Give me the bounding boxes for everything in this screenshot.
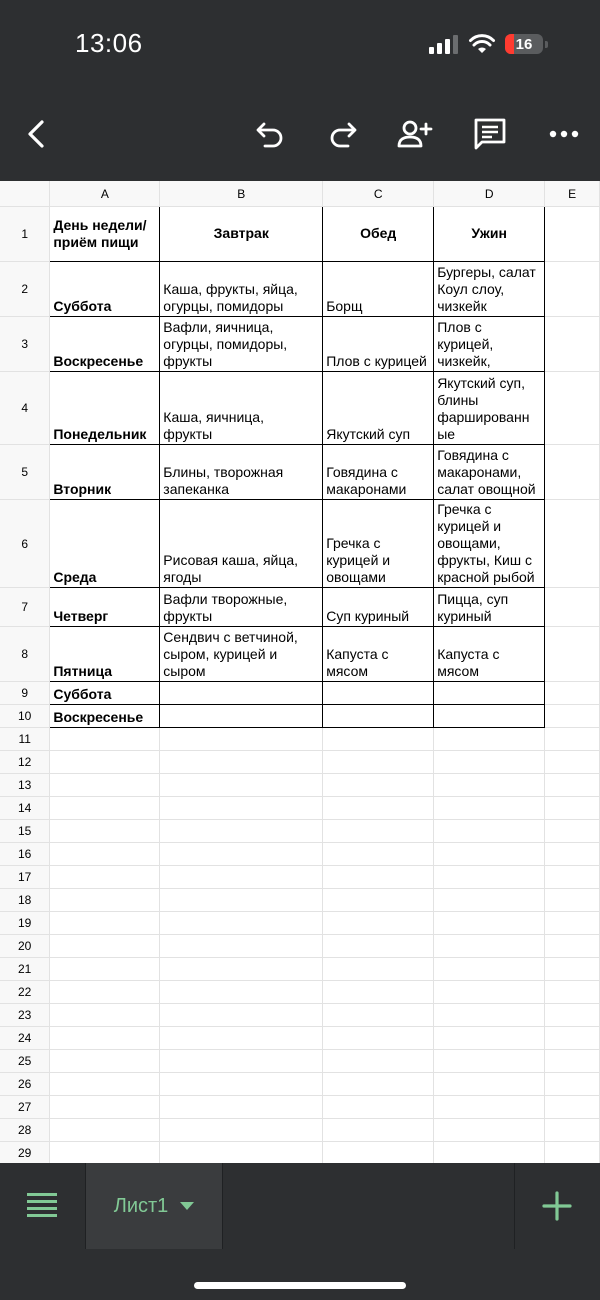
table-row <box>0 889 600 912</box>
cell-d[interactable] <box>434 682 545 705</box>
battery-indicator <box>505 34 543 54</box>
select-all-corner[interactable] <box>0 181 50 207</box>
cell-a[interactable]: День недели/ приём пищи <box>50 207 160 262</box>
row-header[interactable]: 10 <box>0 705 50 728</box>
empty-cell[interactable] <box>323 866 434 889</box>
empty-cell[interactable] <box>545 797 600 820</box>
cell-d[interactable]: Ужин <box>434 207 545 262</box>
cell-e[interactable] <box>545 588 600 627</box>
empty-cell[interactable] <box>323 981 434 1004</box>
row-header[interactable]: 26 <box>0 1073 50 1096</box>
sheets-list-icon <box>26 1191 58 1219</box>
cell-d[interactable]: Гречка с курицей и овощами, фрукты, Киш с красной рыбой <box>434 500 545 588</box>
empty-cell[interactable] <box>545 889 600 912</box>
empty-cell[interactable] <box>160 843 323 866</box>
row-header[interactable]: 8 <box>0 627 50 682</box>
empty-cell[interactable] <box>50 889 160 912</box>
row-header[interactable]: 9 <box>0 682 50 705</box>
table-row <box>0 372 600 445</box>
empty-cell[interactable] <box>50 912 160 935</box>
cell-b[interactable]: Сендвич с ветчиной, сыром, курицей и сыром <box>160 627 323 682</box>
empty-cell[interactable] <box>323 1142 434 1165</box>
empty-cell[interactable] <box>160 1142 323 1165</box>
empty-cell[interactable] <box>545 981 600 1004</box>
cell-e[interactable] <box>545 705 600 728</box>
cell-c[interactable]: Суп куриный <box>323 588 434 627</box>
cell-a[interactable]: Суббота <box>50 262 160 317</box>
cell-c[interactable]: Плов с курицей <box>323 317 434 372</box>
cell-b[interactable]: Каша, фрукты, яйца, огурцы, помидоры <box>160 262 323 317</box>
column-header-row <box>0 181 600 207</box>
table-row <box>0 262 600 317</box>
empty-cell[interactable] <box>50 1004 160 1027</box>
empty-cell[interactable] <box>50 935 160 958</box>
empty-cell[interactable] <box>545 866 600 889</box>
empty-cell[interactable] <box>323 820 434 843</box>
empty-cell[interactable] <box>545 843 600 866</box>
cell-d[interactable] <box>434 705 545 728</box>
empty-cell[interactable] <box>50 728 160 751</box>
empty-cell[interactable] <box>434 889 545 912</box>
empty-cell[interactable] <box>50 843 160 866</box>
cell-b[interactable]: Блины, творожная запеканка <box>160 445 323 500</box>
row-header[interactable]: 4 <box>0 372 50 445</box>
sheet-table <box>0 181 600 1188</box>
empty-cell[interactable] <box>434 1027 545 1050</box>
empty-cell[interactable] <box>545 820 600 843</box>
redo-icon <box>328 120 358 148</box>
row-header[interactable]: 13 <box>0 774 50 797</box>
cell-c[interactable]: Борщ <box>323 262 434 317</box>
table-row <box>0 981 600 1004</box>
cell-c[interactable]: Капуста с мясом <box>323 627 434 682</box>
empty-cell[interactable] <box>160 1073 323 1096</box>
empty-cell[interactable] <box>50 820 160 843</box>
table-row <box>0 1119 600 1142</box>
empty-cell[interactable] <box>50 774 160 797</box>
cell-d[interactable]: Капуста с мясом <box>434 627 545 682</box>
empty-cell[interactable] <box>434 797 545 820</box>
cell-c[interactable]: Говядина с макаронами <box>323 445 434 500</box>
empty-cell[interactable] <box>50 1142 160 1165</box>
empty-cell[interactable] <box>434 1142 545 1165</box>
cell-a[interactable]: Пятница <box>50 627 160 682</box>
row-header[interactable]: 25 <box>0 1050 50 1073</box>
cell-c[interactable] <box>323 682 434 705</box>
row-header[interactable]: 18 <box>0 889 50 912</box>
undo-icon <box>255 120 285 148</box>
row-header[interactable]: 6 <box>0 500 50 588</box>
empty-cell[interactable] <box>50 866 160 889</box>
cell-e[interactable] <box>545 445 600 500</box>
cell-e[interactable] <box>545 682 600 705</box>
table-row <box>0 843 600 866</box>
column-header-a[interactable]: A <box>50 181 160 207</box>
cell-e[interactable] <box>545 262 600 317</box>
row-header[interactable]: 16 <box>0 843 50 866</box>
undo-button[interactable] <box>252 116 288 152</box>
empty-cell[interactable] <box>323 935 434 958</box>
status-time: 13:06 <box>75 28 143 58</box>
empty-cell[interactable] <box>50 958 160 981</box>
empty-cell[interactable] <box>434 843 545 866</box>
empty-cell[interactable] <box>160 797 323 820</box>
empty-cell[interactable] <box>545 774 600 797</box>
empty-cell[interactable] <box>160 935 323 958</box>
empty-cell[interactable] <box>160 866 323 889</box>
cell-a[interactable]: Вторник <box>50 445 160 500</box>
table-row <box>0 1096 600 1119</box>
row-header[interactable]: 11 <box>0 728 50 751</box>
empty-cell[interactable] <box>323 728 434 751</box>
sheets-menu-button[interactable] <box>26 1191 58 1224</box>
empty-cell[interactable] <box>545 1073 600 1096</box>
row-header[interactable]: 5 <box>0 445 50 500</box>
empty-cell[interactable] <box>160 751 323 774</box>
table-row <box>0 935 600 958</box>
empty-cell[interactable] <box>434 866 545 889</box>
cell-b[interactable]: Вафли, яичница, огурцы, помидоры, фрукты <box>160 317 323 372</box>
row-header[interactable]: 7 <box>0 588 50 627</box>
table-row <box>0 958 600 981</box>
empty-cell[interactable] <box>545 1027 600 1050</box>
sheet-tab-active[interactable] <box>86 1163 222 1249</box>
empty-cell[interactable] <box>323 1027 434 1050</box>
empty-cell[interactable] <box>434 1073 545 1096</box>
empty-cell[interactable] <box>50 1027 160 1050</box>
cell-d[interactable]: Якутский суп, блины фаршированн ые <box>434 372 545 445</box>
table-row <box>0 797 600 820</box>
row-header[interactable]: 22 <box>0 981 50 1004</box>
cell-d[interactable]: Плов с курицей, чизкейк, <box>434 317 545 372</box>
empty-cell[interactable] <box>323 751 434 774</box>
empty-cell[interactable] <box>160 1119 323 1142</box>
row-header[interactable]: 15 <box>0 820 50 843</box>
column-header-e[interactable]: E <box>545 181 600 207</box>
wifi-icon <box>469 34 495 54</box>
cell-a[interactable]: Четверг <box>50 588 160 627</box>
empty-cell[interactable] <box>545 1050 600 1073</box>
cell-b[interactable]: Каша, яичница, фрукты <box>160 372 323 445</box>
row-header[interactable]: 2 <box>0 262 50 317</box>
add-sheet-button[interactable] <box>542 1191 572 1226</box>
cell-c[interactable]: Гречка с курицей и овощами <box>323 500 434 588</box>
empty-cell[interactable] <box>50 1096 160 1119</box>
bottom-bar <box>0 1163 600 1300</box>
table-row <box>0 728 600 751</box>
empty-cell[interactable] <box>545 751 600 774</box>
status-icons <box>429 34 548 54</box>
more-button[interactable] <box>546 116 582 152</box>
cell-e[interactable] <box>545 500 600 588</box>
cell-b[interactable]: Вафли творожные, фрукты <box>160 588 323 627</box>
cell-e[interactable] <box>545 317 600 372</box>
empty-cell[interactable] <box>50 797 160 820</box>
battery-level: 16 <box>515 35 533 53</box>
cell-a[interactable]: Среда <box>50 500 160 588</box>
empty-cell[interactable] <box>545 935 600 958</box>
empty-cell[interactable] <box>160 1004 323 1027</box>
cell-d[interactable]: Говядина с макаронами, салат овощной <box>434 445 545 500</box>
row-header[interactable]: 21 <box>0 958 50 981</box>
cell-b[interactable]: Рисовая каша, яйца, ягоды <box>160 500 323 588</box>
empty-cell[interactable] <box>545 958 600 981</box>
cell-e[interactable] <box>545 627 600 682</box>
row-header[interactable]: 19 <box>0 912 50 935</box>
empty-cell[interactable] <box>160 728 323 751</box>
cell-c[interactable]: Якутский суп <box>323 372 434 445</box>
cell-a[interactable]: Воскресенье <box>50 705 160 728</box>
empty-cell[interactable] <box>50 981 160 1004</box>
empty-cell[interactable] <box>323 797 434 820</box>
cell-b[interactable]: Завтрак <box>160 207 323 262</box>
empty-cell[interactable] <box>545 1004 600 1027</box>
empty-cell[interactable] <box>434 1096 545 1119</box>
empty-cell[interactable] <box>545 1142 600 1165</box>
empty-cell[interactable] <box>160 774 323 797</box>
cell-d[interactable]: Бургеры, салат Коул слоу, чизкейк <box>434 262 545 317</box>
empty-cell[interactable] <box>160 889 323 912</box>
cell-c[interactable] <box>323 705 434 728</box>
empty-cell[interactable] <box>160 981 323 1004</box>
table-row <box>0 820 600 843</box>
empty-cell[interactable] <box>323 958 434 981</box>
empty-cell[interactable] <box>323 1096 434 1119</box>
cell-c[interactable]: Обед <box>323 207 434 262</box>
empty-cell[interactable] <box>50 1050 160 1073</box>
back-button[interactable] <box>18 116 54 152</box>
empty-cell[interactable] <box>434 912 545 935</box>
empty-cell[interactable] <box>434 1050 545 1073</box>
empty-cell[interactable] <box>545 1119 600 1142</box>
empty-cell[interactable] <box>434 958 545 981</box>
table-row <box>0 1142 600 1165</box>
table-row <box>0 1027 600 1050</box>
row-header[interactable]: 14 <box>0 797 50 820</box>
cell-e[interactable] <box>545 207 600 262</box>
cell-a[interactable]: Суббота <box>50 682 160 705</box>
row-header[interactable]: 27 <box>0 1096 50 1119</box>
table-row <box>0 866 600 889</box>
empty-cell[interactable] <box>323 889 434 912</box>
row-header[interactable]: 29 <box>0 1142 50 1165</box>
plus-icon <box>542 1191 572 1221</box>
empty-cell[interactable] <box>434 1004 545 1027</box>
redo-button[interactable] <box>325 116 361 152</box>
comment-icon <box>474 118 506 150</box>
table-row <box>0 912 600 935</box>
empty-cell[interactable] <box>434 820 545 843</box>
empty-cell[interactable] <box>323 1050 434 1073</box>
row-header[interactable]: 23 <box>0 1004 50 1027</box>
cell-e[interactable] <box>545 372 600 445</box>
row-header[interactable]: 28 <box>0 1119 50 1142</box>
row-header[interactable]: 17 <box>0 866 50 889</box>
table-row <box>0 751 600 774</box>
row-header[interactable]: 20 <box>0 935 50 958</box>
table-row <box>0 774 600 797</box>
table-row <box>0 500 600 588</box>
spreadsheet-grid[interactable] <box>0 181 600 1163</box>
chevron-left-icon <box>25 119 47 149</box>
table-row <box>0 627 600 682</box>
comment-button[interactable] <box>472 116 508 152</box>
row-header[interactable]: 1 <box>0 207 50 262</box>
empty-cell[interactable] <box>323 1073 434 1096</box>
empty-cell[interactable] <box>160 1027 323 1050</box>
empty-cell[interactable] <box>434 728 545 751</box>
cell-b[interactable] <box>160 705 323 728</box>
empty-cell[interactable] <box>434 1119 545 1142</box>
row-header[interactable]: 12 <box>0 751 50 774</box>
empty-cell[interactable] <box>160 912 323 935</box>
column-header-d[interactable]: D <box>434 181 545 207</box>
column-header-b[interactable]: B <box>160 181 323 207</box>
signal-icon <box>429 34 459 54</box>
empty-cell[interactable] <box>50 751 160 774</box>
empty-cell[interactable] <box>50 1119 160 1142</box>
table-row <box>0 705 600 728</box>
home-indicator <box>194 1282 406 1289</box>
caret-down-icon[interactable] <box>180 1202 194 1210</box>
more-horizontal-icon <box>549 130 579 138</box>
empty-cell[interactable] <box>434 981 545 1004</box>
empty-cell[interactable] <box>323 774 434 797</box>
table-row <box>0 682 600 705</box>
empty-cell[interactable] <box>50 1073 160 1096</box>
empty-cell[interactable] <box>160 820 323 843</box>
empty-cell[interactable] <box>434 935 545 958</box>
empty-cell[interactable] <box>323 843 434 866</box>
empty-cell[interactable] <box>545 912 600 935</box>
empty-cell[interactable] <box>545 728 600 751</box>
empty-cell[interactable] <box>434 751 545 774</box>
empty-cell[interactable] <box>323 1004 434 1027</box>
cell-a[interactable]: Воскресенье <box>50 317 160 372</box>
empty-cell[interactable] <box>434 774 545 797</box>
table-row <box>0 317 600 372</box>
empty-cell[interactable] <box>160 958 323 981</box>
top-bar <box>0 0 600 181</box>
empty-cell[interactable] <box>545 1096 600 1119</box>
column-header-c[interactable]: C <box>323 181 434 207</box>
cell-a[interactable]: Понедельник <box>50 372 160 445</box>
table-row <box>0 1050 600 1073</box>
table-row <box>0 588 600 627</box>
row-header[interactable]: 3 <box>0 317 50 372</box>
cell-d[interactable]: Пицца, суп куриный <box>434 588 545 627</box>
row-header[interactable]: 24 <box>0 1027 50 1050</box>
table-row <box>0 1004 600 1027</box>
add-person-icon <box>397 119 433 149</box>
empty-cell[interactable] <box>160 1096 323 1119</box>
empty-cell[interactable] <box>323 1119 434 1142</box>
table-row <box>0 445 600 500</box>
empty-cell[interactable] <box>323 912 434 935</box>
sheet-tab-label: Лист1 <box>113 1194 169 1217</box>
empty-cell[interactable] <box>160 1050 323 1073</box>
cell-b[interactable] <box>160 682 323 705</box>
share-button[interactable] <box>397 116 433 152</box>
table-row <box>0 1073 600 1096</box>
table-row <box>0 207 600 262</box>
